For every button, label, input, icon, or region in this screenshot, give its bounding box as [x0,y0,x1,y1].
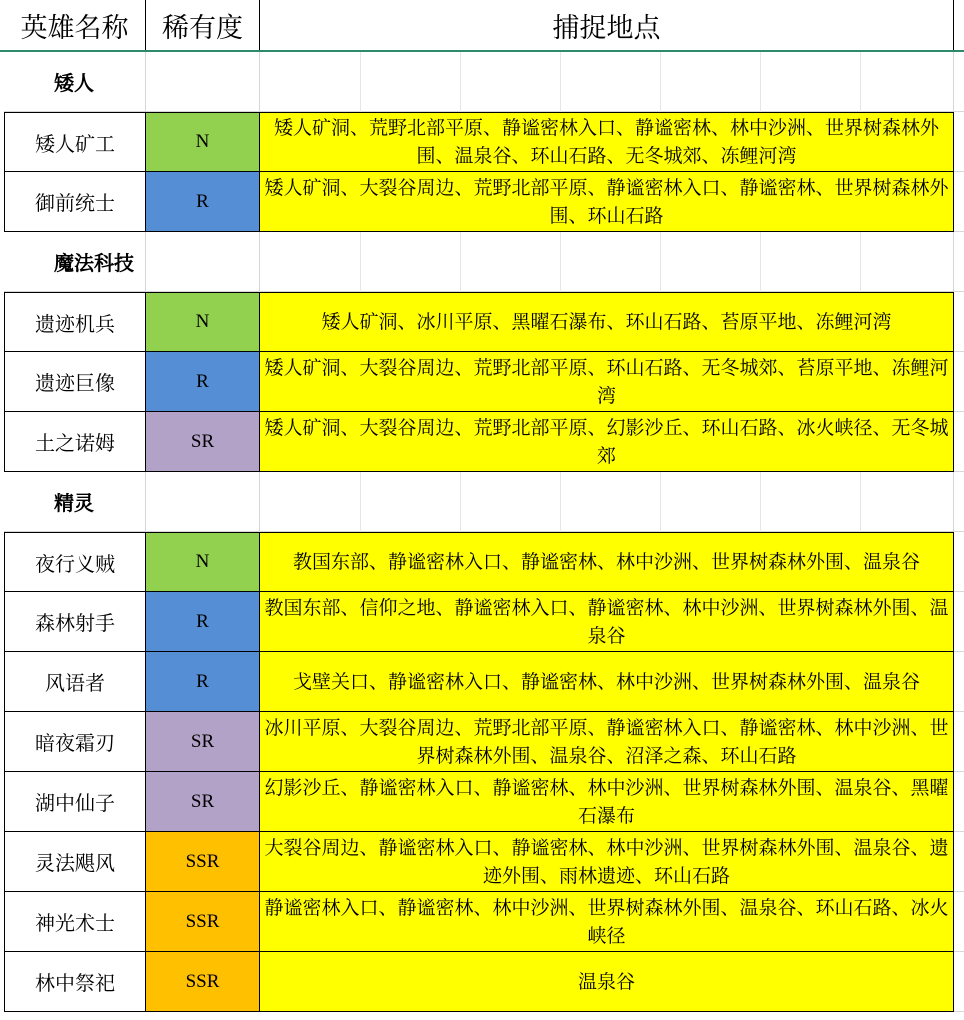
empty-cell[interactable] [954,52,964,112]
location-cell[interactable]: 矮人矿洞、大裂谷周边、荒野北部平原、幻影沙丘、环山石路、冰火峡径、无冬城郊 [260,412,954,472]
empty-cell[interactable] [954,772,964,832]
location-cell[interactable]: 矮人矿洞、荒野北部平原、静谧密林入口、静谧密林、林中沙洲、世界树森林外围、温泉谷、环山石路、无冬城郊、冻鲤河湾 [260,112,954,172]
rarity-cell[interactable]: R [146,652,260,712]
hero-name-cell[interactable]: 林中祭祀 [4,952,146,1012]
hero-name-cell[interactable]: 湖中仙子 [4,772,146,832]
location-cell[interactable]: 静谧密林入口、静谧密林、林中沙洲、世界树森林外围、温泉谷、环山石路、冰火峡径 [260,892,954,952]
gridline [560,52,561,112]
location-cell[interactable]: 矮人矿洞、冰川平原、黑曜石瀑布、环山石路、苔原平地、冻鲤河湾 [260,292,954,352]
hero-name-cell[interactable]: 御前统士 [4,172,146,232]
location-cell[interactable]: 幻影沙丘、静谧密林入口、静谧密林、林中沙洲、世界树森林外围、温泉谷、黑曜石瀑布 [260,772,954,832]
empty-cell[interactable] [146,52,260,112]
table-row [0,772,964,832]
rarity-cell[interactable]: SR [146,772,260,832]
gridline [560,472,561,532]
rarity-cell[interactable]: SSR [146,832,260,892]
location-cell[interactable]: 矮人矿洞、大裂谷周边、荒野北部平原、静谧密林入口、静谧密林、世界树森林外围、环山石路 [260,172,954,232]
location-cell[interactable]: 戈壁关口、静谧密林入口、静谧密林、林中沙洲、世界树森林外围、温泉谷 [260,652,954,712]
empty-cell[interactable] [954,712,964,772]
table-row [0,112,964,172]
table-row [0,892,964,952]
table-row [0,352,964,412]
rarity-cell[interactable]: R [146,592,260,652]
group-row [0,472,964,532]
gridline [660,472,661,532]
gridline [560,232,561,292]
hero-name-cell[interactable]: 森林射手 [4,592,146,652]
gridline [860,232,861,292]
hero-name-cell[interactable]: 灵法飓风 [4,832,146,892]
group-row [0,52,964,112]
gridline [760,232,761,292]
rarity-cell[interactable]: N [146,292,260,352]
rarity-cell[interactable]: SR [146,412,260,472]
table-row [0,592,964,652]
location-cell[interactable]: 教国东部、静谧密林入口、静谧密林、林中沙洲、世界树森林外围、温泉谷 [260,532,954,592]
hero-name-cell[interactable]: 矮人矿工 [4,112,146,172]
gridline [860,52,861,112]
empty-cell[interactable] [954,472,964,532]
gridline [460,52,461,112]
rarity-cell[interactable]: SSR [146,892,260,952]
location-cell[interactable]: 矮人矿洞、大裂谷周边、荒野北部平原、环山石路、无冬城郊、苔原平地、冻鲤河湾 [260,352,954,412]
header-rarity[interactable]: 稀有度 [146,0,260,50]
table-row [0,532,964,592]
header-empty-cell[interactable] [954,0,964,50]
table-row [0,652,964,712]
empty-cell[interactable] [954,412,964,472]
empty-cell[interactable] [954,892,964,952]
hero-name-cell[interactable]: 遗迹巨像 [4,352,146,412]
rarity-cell[interactable]: SSR [146,952,260,1012]
table-row [0,712,964,772]
empty-cell[interactable] [954,112,964,172]
hero-name-cell[interactable]: 土之诺姆 [4,412,146,472]
gridline [460,232,461,292]
empty-cell[interactable] [954,352,964,412]
hero-name-cell[interactable]: 神光术士 [4,892,146,952]
rarity-cell[interactable]: N [146,112,260,172]
empty-cell[interactable] [954,232,964,292]
group-title[interactable]: 矮人 [4,52,146,112]
empty-cell[interactable] [954,952,964,1012]
gridline [460,472,461,532]
gridline [860,472,861,532]
empty-cell[interactable] [954,292,964,352]
hero-name-cell[interactable]: 暗夜霜刃 [4,712,146,772]
location-cell[interactable]: 教国东部、信仰之地、静谧密林入口、静谧密林、林中沙洲、世界树森林外围、温泉谷 [260,592,954,652]
group-row [0,232,964,292]
table-row [0,952,964,1012]
empty-cell[interactable] [260,472,954,532]
gridline [660,52,661,112]
group-title[interactable]: 魔法科技 [4,232,146,292]
table-row [0,832,964,892]
empty-cell[interactable] [260,52,954,112]
location-cell[interactable]: 冰川平原、大裂谷周边、荒野北部平原、静谧密林入口、静谧密林、林中沙洲、世界树森林外围、温泉谷、沼泽之森、环山石路 [260,712,954,772]
gridline [360,52,361,112]
rarity-cell[interactable]: SR [146,712,260,772]
empty-cell[interactable] [260,232,954,292]
empty-cell[interactable] [146,232,260,292]
empty-cell[interactable] [954,532,964,592]
gridline [360,232,361,292]
table-row [0,412,964,472]
gridline [760,52,761,112]
header-hero-name[interactable]: 英雄名称 [4,0,146,50]
group-title[interactable]: 精灵 [4,472,146,532]
rarity-cell[interactable]: N [146,532,260,592]
rarity-cell[interactable]: R [146,172,260,232]
empty-cell[interactable] [954,832,964,892]
location-cell[interactable]: 大裂谷周边、静谧密林入口、静谧密林、林中沙洲、世界树森林外围、温泉谷、遗迹外围、雨林遗迹、环山石路 [260,832,954,892]
empty-cell[interactable] [954,592,964,652]
hero-name-cell[interactable]: 遗迹机兵 [4,292,146,352]
hero-name-cell[interactable]: 风语者 [4,652,146,712]
table-row [0,292,964,352]
table-row [0,172,964,232]
rarity-cell[interactable]: R [146,352,260,412]
empty-cell[interactable] [954,652,964,712]
location-cell[interactable]: 温泉谷 [260,952,954,1012]
empty-cell[interactable] [954,172,964,232]
gridline [760,472,761,532]
empty-cell[interactable] [146,472,260,532]
gridline [660,232,661,292]
header-row [0,0,964,52]
hero-name-cell[interactable]: 夜行义贼 [4,532,146,592]
gridline [360,472,361,532]
header-location[interactable]: 捕捉地点 [260,0,954,50]
